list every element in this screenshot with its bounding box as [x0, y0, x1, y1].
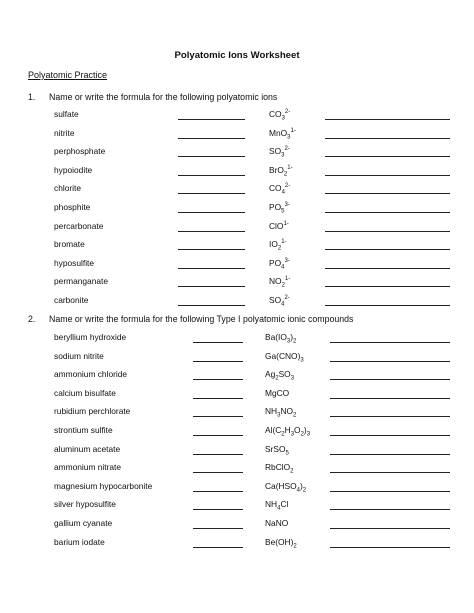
question-number: 2. — [28, 314, 36, 324]
item-name: phosphite — [54, 202, 91, 212]
question-row — [0, 351, 474, 367]
item-formula: ClO$^{1-}$ — [269, 220, 289, 231]
answer-blank[interactable] — [178, 212, 245, 213]
answer-blank[interactable] — [325, 193, 450, 194]
answer-blank[interactable] — [193, 342, 243, 343]
item-name: hypoiodite — [54, 164, 93, 175]
answer-blank[interactable] — [193, 547, 243, 548]
question-row — [0, 444, 474, 460]
answer-blank[interactable] — [330, 491, 450, 492]
question-row — [0, 388, 474, 404]
question-row — [0, 499, 474, 515]
question-row — [0, 332, 474, 348]
answer-blank[interactable] — [178, 175, 245, 176]
question-text: Name or write the formula for the following polyatomic ions — [49, 92, 278, 102]
item-name: rubidium perchlorate — [54, 406, 131, 417]
item-name: nitrite — [54, 127, 75, 138]
answer-blank[interactable] — [330, 361, 450, 362]
item-name: sulfate — [54, 109, 79, 119]
item-formula: $SO_4^{2-}$ — [269, 295, 290, 308]
question-2 — [28, 314, 353, 324]
question-1 — [28, 92, 277, 102]
item-name: gallium cyanate — [54, 518, 113, 528]
answer-blank[interactable] — [330, 398, 450, 399]
question-row — [0, 276, 474, 292]
question-row — [0, 165, 474, 181]
item-formula: SrSO$_5$ — [265, 443, 289, 457]
answer-blank[interactable] — [178, 119, 245, 120]
item-name: barium iodate — [54, 536, 105, 547]
answer-blank[interactable] — [178, 268, 245, 269]
answer-blank[interactable] — [193, 398, 243, 399]
answer-blank[interactable] — [178, 286, 245, 287]
item-name: chlorite — [54, 183, 81, 194]
answer-blank[interactable] — [330, 472, 450, 473]
item-name: silver hyposulfite — [54, 499, 116, 510]
item-formula: $Ca(HSO_4)_2$ — [265, 480, 307, 494]
answer-blank[interactable] — [193, 454, 243, 455]
question-row — [0, 425, 474, 441]
item-formula: MnO$_3^{1-}$ — [269, 127, 296, 141]
item-name: beryllium hydroxide — [54, 332, 127, 342]
item-name: aluminum acetate — [54, 443, 121, 454]
worksheet-title: Polyatomic Ions Worksheet — [174, 50, 300, 61]
answer-blank[interactable] — [325, 175, 450, 176]
item-name: hyposulfite — [54, 257, 95, 268]
answer-blank[interactable] — [325, 119, 450, 120]
answer-blank[interactable] — [325, 212, 450, 213]
question-row — [0, 183, 474, 199]
answer-blank[interactable] — [178, 193, 245, 194]
item-formula: $NH_3NO_2$ — [265, 406, 297, 420]
item-name: sodium nitrite — [54, 350, 104, 361]
answer-blank[interactable] — [330, 528, 450, 529]
answer-blank[interactable] — [330, 454, 450, 455]
question-row — [0, 518, 474, 534]
item-formula: $PO_4^{3-}$ — [269, 257, 290, 271]
answer-blank[interactable] — [178, 231, 245, 232]
question-row — [0, 202, 474, 218]
item-formula: $CO_3^{2-}$ — [269, 109, 291, 122]
item-formula: BrO$_2^{1-}$ — [269, 164, 293, 178]
item-formula: $Ga(CNO)_3$ — [265, 350, 304, 364]
answer-blank[interactable] — [330, 509, 450, 510]
item-formula: $Be(OH)_2$ — [265, 536, 297, 550]
item-formula: $NH_4Cl$ — [265, 499, 289, 513]
answer-blank[interactable] — [193, 361, 243, 362]
answer-blank[interactable] — [330, 342, 450, 343]
answer-blank[interactable] — [193, 416, 243, 417]
answer-blank[interactable] — [178, 138, 245, 139]
answer-blank[interactable] — [330, 435, 450, 436]
item-formula: $Ba(IO_3)_2$ — [265, 332, 297, 345]
answer-blank[interactable] — [325, 268, 450, 269]
question-row — [0, 462, 474, 478]
answer-blank[interactable] — [325, 249, 450, 250]
answer-blank[interactable] — [330, 379, 450, 380]
item-name: ammonium chloride — [54, 369, 128, 380]
answer-blank[interactable] — [193, 528, 243, 529]
question-row — [0, 109, 474, 125]
answer-blank[interactable] — [325, 286, 450, 287]
item-name: perphosphate — [54, 146, 106, 157]
question-number: 1. — [28, 92, 36, 102]
item-name: strontium sulfite — [54, 425, 113, 435]
question-row — [0, 295, 474, 311]
answer-blank[interactable] — [178, 305, 245, 306]
question-row — [0, 239, 474, 255]
question-row — [0, 406, 474, 422]
item-formula: $PO_5^{3-}$ — [269, 202, 290, 215]
item-name: percarbonate — [54, 220, 104, 231]
question-text: Name or write the formula for the following Type I polyatomic ionic compounds — [49, 314, 354, 324]
item-formula: $CO_4^{2-}$ — [269, 183, 291, 197]
item-name: carbonite — [54, 295, 89, 305]
item-name: magnesium hypocarbonite — [54, 480, 153, 491]
item-name: bromate — [54, 239, 85, 250]
item-formula: $Al(C_2H_3O_2)_3$ — [265, 425, 311, 438]
item-formula: NaNO — [265, 518, 289, 528]
answer-blank[interactable] — [330, 547, 450, 548]
item-formula: RbClO$_2$ — [265, 462, 294, 475]
section-heading: Polyatomic Practice — [28, 70, 108, 80]
question-row — [0, 146, 474, 162]
answer-blank[interactable] — [325, 156, 450, 157]
question-row — [0, 537, 474, 553]
answer-blank[interactable] — [178, 249, 245, 250]
answer-blank[interactable] — [193, 509, 243, 510]
item-formula: $SO_3^{2-}$ — [269, 146, 290, 159]
answer-blank[interactable] — [330, 416, 450, 417]
question-row — [0, 481, 474, 497]
answer-blank[interactable] — [193, 472, 243, 473]
item-name: ammonium nitrate — [54, 462, 122, 473]
question-row — [0, 221, 474, 237]
item-name: calcium bisulfate — [54, 387, 116, 398]
answer-blank[interactable] — [325, 231, 450, 232]
answer-blank[interactable] — [193, 491, 243, 492]
question-row — [0, 258, 474, 274]
item-formula: $Ag_2SO_3$ — [265, 369, 295, 382]
question-row — [0, 369, 474, 385]
answer-blank[interactable] — [325, 305, 450, 306]
answer-blank[interactable] — [178, 156, 245, 157]
answer-blank[interactable] — [325, 138, 450, 139]
question-row — [0, 128, 474, 144]
item-formula: $NO_2^{1-}$ — [269, 276, 291, 290]
answer-blank[interactable] — [193, 379, 243, 380]
answer-blank[interactable] — [193, 435, 243, 436]
item-formula: MgCO — [265, 387, 290, 398]
item-name: permanganate — [54, 276, 109, 287]
item-formula: $IO_2^{1-}$ — [269, 239, 287, 252]
